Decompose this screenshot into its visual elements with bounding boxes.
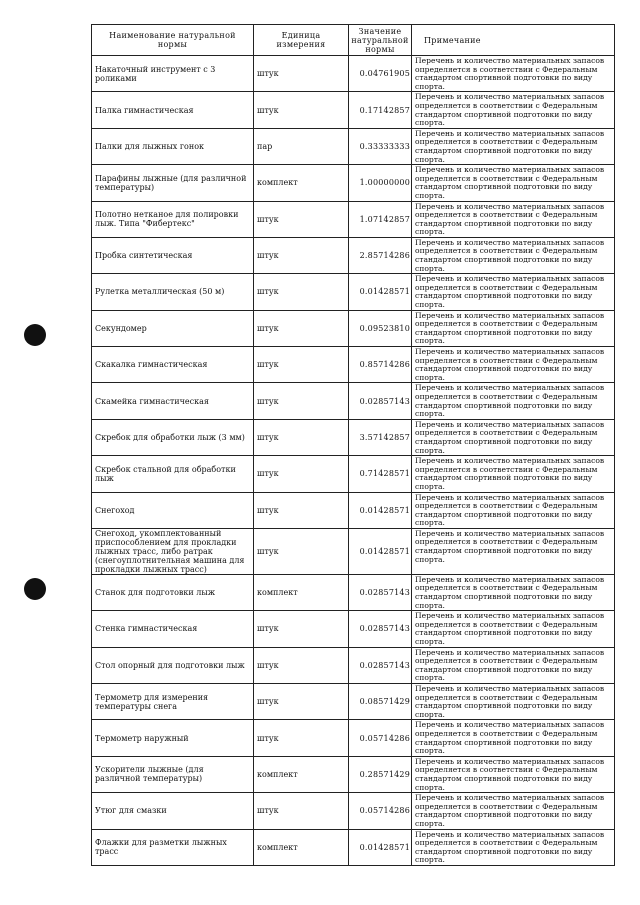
- cell-unit: штук: [254, 419, 349, 455]
- cell-note: Перечень и количество материальных запасов определяется в соответствии с Федеральным стандартом спортивной подготовки по виду спорта.: [412, 419, 615, 455]
- cell-unit: штук: [254, 237, 349, 273]
- table-header-row: [92, 25, 615, 56]
- cell-value: 0.08571429: [349, 684, 412, 720]
- cell-value: 0.01428571: [349, 829, 412, 865]
- table-row: [92, 574, 615, 610]
- table-row: [92, 720, 615, 756]
- cell-unit: штук: [254, 347, 349, 383]
- cell-note: Перечень и количество материальных запасов определяется в соответствии с Федеральным стандартом спортивной подготовки по виду спорта.: [412, 310, 615, 346]
- cell-note: Перечень и количество материальных запасов определяется в соответствии с Федеральным стандартом спортивной подготовки по виду спорта.: [412, 829, 615, 865]
- table-body: [92, 56, 615, 866]
- cell-name: Скребок для обработки лыж (3 мм): [92, 419, 254, 455]
- cell-unit: штук: [254, 92, 349, 128]
- cell-value: 0.71428571: [349, 456, 412, 492]
- cell-value: 3.57142857: [349, 419, 412, 455]
- norms-table: [91, 24, 615, 866]
- cell-unit: пар: [254, 128, 349, 164]
- cell-unit: штук: [254, 383, 349, 419]
- table-row: [92, 684, 615, 720]
- table-row: [92, 92, 615, 128]
- cell-unit: штук: [254, 528, 349, 574]
- table-row: [92, 829, 615, 865]
- cell-note: Перечень и количество материальных запасов определяется в соответствии с Федеральным стандартом спортивной подготовки по виду спорта.: [412, 611, 615, 647]
- cell-unit: комплект: [254, 829, 349, 865]
- cell-note: Перечень и количество материальных запасов определяется в соответствии с Федеральным стандартом спортивной подготовки по виду спорта.: [412, 756, 615, 792]
- cell-value: 0.17142857: [349, 92, 412, 128]
- cell-value: 0.28571429: [349, 756, 412, 792]
- header-name: Наименование натуральной нормы: [92, 25, 254, 56]
- cell-name: Скакалка гимнастическая: [92, 347, 254, 383]
- cell-unit: штук: [254, 492, 349, 528]
- header-value: Значение натуральной нормы: [349, 25, 412, 56]
- cell-name: Палки для лыжных гонок: [92, 128, 254, 164]
- cell-name: Пробка синтетическая: [92, 237, 254, 273]
- cell-note: Перечень и количество материальных запасов определяется в соответствии с Федеральным стандартом спортивной подготовки по виду спорта.: [412, 165, 615, 201]
- cell-note: Перечень и количество материальных запасов определяется в соответствии с Федеральным стандартом спортивной подготовки по виду спорта.: [412, 128, 615, 164]
- cell-name: Снегоход, укомплектованный приспособлением для прокладки лыжных трасс, либо ратрак (снегоуплотнительная машина для прокладки лыжных трасс): [92, 528, 254, 574]
- cell-value: 1.07142857: [349, 201, 412, 237]
- cell-name: Секундомер: [92, 310, 254, 346]
- table-row: [92, 56, 615, 92]
- cell-value: 0.05714286: [349, 793, 412, 829]
- cell-name: Скребок стальной для обработки лыж: [92, 456, 254, 492]
- cell-name: Рулетка металлическая (50 м): [92, 274, 254, 310]
- cell-note: Перечень и количество материальных запасов определяется в соответствии с Федеральным стандартом спортивной подготовки по виду спорта.: [412, 237, 615, 273]
- table-row: [92, 419, 615, 455]
- cell-unit: штук: [254, 456, 349, 492]
- cell-unit: штук: [254, 647, 349, 683]
- cell-note: Перечень и количество материальных запасов определяется в соответствии с Федеральным стандартом спортивной подготовки по виду спорта.: [412, 528, 615, 574]
- cell-name: Полотно нетканое для полировки лыж. Типа "Фибертекс": [92, 201, 254, 237]
- cell-note: Перечень и количество материальных запасов определяется в соответствии с Федеральным стандартом спортивной подготовки по виду спорта.: [412, 456, 615, 492]
- cell-value: 0.02857143: [349, 611, 412, 647]
- cell-name: Термометр наружный: [92, 720, 254, 756]
- cell-name: Флажки для разметки лыжных трасс: [92, 829, 254, 865]
- cell-value: 2.85714286: [349, 237, 412, 273]
- table-row: [92, 492, 615, 528]
- header-unit: Единица измерения: [254, 25, 349, 56]
- cell-value: 0.85714286: [349, 347, 412, 383]
- cell-name: Стол опорный для подготовки лыж: [92, 647, 254, 683]
- cell-value: 0.33333333: [349, 128, 412, 164]
- table-row: [92, 128, 615, 164]
- cell-note: Перечень и количество материальных запасов определяется в соответствии с Федеральным стандартом спортивной подготовки по виду спорта.: [412, 720, 615, 756]
- punch-hole-mark: [24, 578, 46, 600]
- cell-value: 0.01428571: [349, 274, 412, 310]
- cell-value: 0.02857143: [349, 647, 412, 683]
- cell-name: Стенка гимнастическая: [92, 611, 254, 647]
- cell-note: Перечень и количество материальных запасов определяется в соответствии с Федеральным стандартом спортивной подготовки по виду спорта.: [412, 574, 615, 610]
- cell-note: Перечень и количество материальных запасов определяется в соответствии с Федеральным стандартом спортивной подготовки по виду спорта.: [412, 274, 615, 310]
- cell-name: Накаточный инструмент с 3 роликами: [92, 56, 254, 92]
- cell-note: Перечень и количество материальных запасов определяется в соответствии с Федеральным стандартом спортивной подготовки по виду спорта.: [412, 56, 615, 92]
- cell-name: Утюг для смазки: [92, 793, 254, 829]
- cell-unit: штук: [254, 793, 349, 829]
- cell-note: Перечень и количество материальных запасов определяется в соответствии с Федеральным стандартом спортивной подготовки по виду спорта.: [412, 347, 615, 383]
- table-row: [92, 383, 615, 419]
- cell-value: 0.01428571: [349, 528, 412, 574]
- cell-note: Перечень и количество материальных запасов определяется в соответствии с Федеральным стандартом спортивной подготовки по виду спорта.: [412, 647, 615, 683]
- table-row: [92, 647, 615, 683]
- cell-note: Перечень и количество материальных запасов определяется в соответствии с Федеральным стандартом спортивной подготовки по виду спорта.: [412, 92, 615, 128]
- cell-name: Станок для подготовки лыж: [92, 574, 254, 610]
- cell-value: 0.01428571: [349, 492, 412, 528]
- cell-unit: штук: [254, 274, 349, 310]
- cell-name: Снегоход: [92, 492, 254, 528]
- cell-note: Перечень и количество материальных запасов определяется в соответствии с Федеральным стандартом спортивной подготовки по виду спорта.: [412, 201, 615, 237]
- cell-value: 0.02857143: [349, 574, 412, 610]
- cell-note: Перечень и количество материальных запасов определяется в соответствии с Федеральным стандартом спортивной подготовки по виду спорта.: [412, 684, 615, 720]
- table-row: [92, 274, 615, 310]
- punch-hole-mark: [24, 324, 46, 346]
- cell-value: 0.05714286: [349, 720, 412, 756]
- header-note: Примечание: [412, 25, 615, 56]
- cell-value: 0.02857143: [349, 383, 412, 419]
- cell-unit: штук: [254, 611, 349, 647]
- table-row: [92, 237, 615, 273]
- table-row: [92, 165, 615, 201]
- table-row: [92, 310, 615, 346]
- cell-name: Ускорители лыжные (для различной температуры): [92, 756, 254, 792]
- table-row: [92, 201, 615, 237]
- table-row: [92, 347, 615, 383]
- cell-name: Парафины лыжные (для различной температуры): [92, 165, 254, 201]
- cell-unit: штук: [254, 310, 349, 346]
- cell-unit: штук: [254, 201, 349, 237]
- cell-name: Палка гимнастическая: [92, 92, 254, 128]
- cell-unit: комплект: [254, 756, 349, 792]
- table-row: [92, 528, 615, 574]
- cell-unit: комплект: [254, 574, 349, 610]
- cell-name: Скамейка гимнастическая: [92, 383, 254, 419]
- cell-note: Перечень и количество материальных запасов определяется в соответствии с Федеральным стандартом спортивной подготовки по виду спорта.: [412, 492, 615, 528]
- table-row: [92, 456, 615, 492]
- cell-value: 0.09523810: [349, 310, 412, 346]
- cell-unit: штук: [254, 720, 349, 756]
- table-row: [92, 611, 615, 647]
- cell-value: 0.04761905: [349, 56, 412, 92]
- cell-unit: штук: [254, 684, 349, 720]
- cell-unit: комплект: [254, 165, 349, 201]
- table-row: [92, 793, 615, 829]
- cell-note: Перечень и количество материальных запасов определяется в соответствии с Федеральным стандартом спортивной подготовки по виду спорта.: [412, 793, 615, 829]
- cell-note: Перечень и количество материальных запасов определяется в соответствии с Федеральным стандартом спортивной подготовки по виду спорта.: [412, 383, 615, 419]
- cell-value: 1.00000000: [349, 165, 412, 201]
- cell-unit: штук: [254, 56, 349, 92]
- cell-name: Термометр для измерения температуры снега: [92, 684, 254, 720]
- table-row: [92, 756, 615, 792]
